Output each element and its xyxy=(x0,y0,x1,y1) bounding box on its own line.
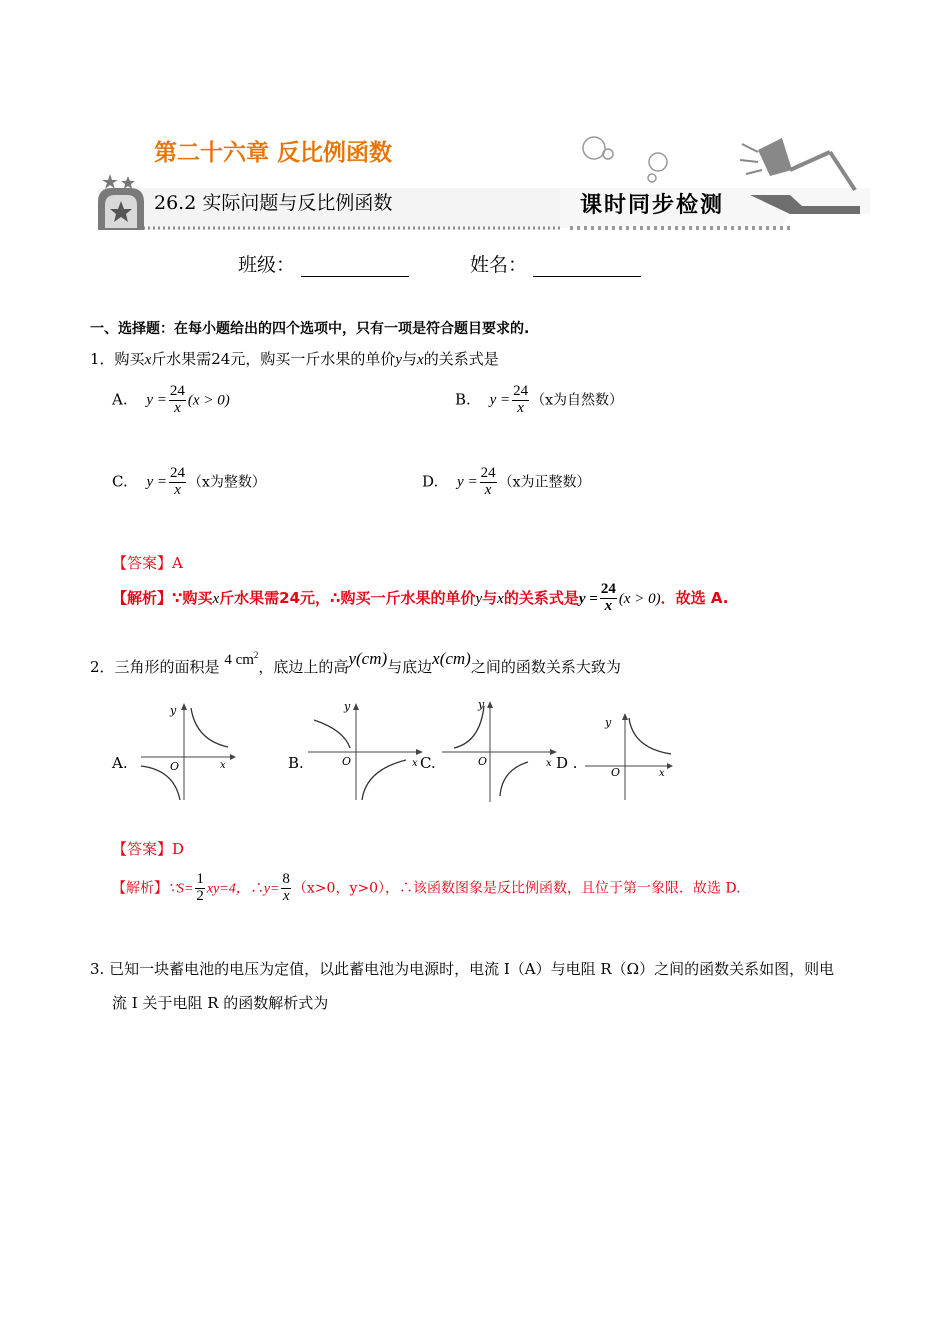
q2-analysis: 【解析】∵S= $\frac{1}{2}$ xy=4，∴y= $\frac{8}{x}$ （x>0，y>0），∴该函数图象是反比例函数，且位于第一象限．故选 D. xyxy=(112,871,741,904)
svg-text:O: O xyxy=(170,760,180,773)
svg-text:y: y xyxy=(605,716,612,729)
q1-analysis: 【解析】∵购买x斤水果需24元，∴购买一斤水果的单价y与x的关系式是y = $\frac{24}{x}$ (x > 0)．故选 A. xyxy=(112,581,729,614)
name-label: 姓名： xyxy=(470,254,528,276)
class-blank[interactable] xyxy=(301,256,409,277)
q2-option-d-label[interactable]: D . xyxy=(556,754,578,772)
q2-graph-d[interactable] xyxy=(585,710,677,802)
section-heading: 一、选择题：在每小题给出的四个选项中，只有一项是符合题目要求的. xyxy=(90,321,530,337)
q2-answer: 【答案】D xyxy=(112,840,185,858)
chapter-title: 第二十六章 反比例函数 xyxy=(154,140,393,166)
q2-option-a-label[interactable]: A. xyxy=(112,754,128,772)
name-field xyxy=(470,250,641,277)
svg-text:O: O xyxy=(478,755,488,768)
svg-text:y: y xyxy=(170,704,177,717)
q2-graph-a[interactable] xyxy=(136,700,236,805)
desk-lamp-icon xyxy=(740,138,855,190)
q1-answer: 【答案】A xyxy=(112,554,183,572)
svg-text:y: y xyxy=(344,700,351,713)
q2-option-b-label[interactable]: B. xyxy=(288,754,304,772)
star-house-icon xyxy=(98,174,144,230)
q2-stem: 2．三角形的面积是 4 $cm^2$，底边上的高y(cm)与底边x(cm)之间的函数关系大致为 xyxy=(90,649,621,676)
q1-option-b[interactable]: B. y = $\frac{24}{x}$ （x为自然数） xyxy=(455,383,624,416)
q2-option-c-label[interactable]: C. xyxy=(420,754,436,772)
section-title: 26.2 实际问题与反比例函数 xyxy=(154,192,393,214)
sync-badge: 课时同步检测 xyxy=(580,192,725,218)
svg-text:y: y xyxy=(478,698,485,711)
svg-text:O: O xyxy=(342,755,352,768)
svg-text:O: O xyxy=(611,766,621,779)
class-field xyxy=(238,250,409,277)
svg-text:x: x xyxy=(546,758,552,769)
svg-text:x: x xyxy=(659,768,665,779)
bubbles-icon xyxy=(583,137,667,182)
class-label: 班级： xyxy=(238,254,296,276)
q1-stem: 1．购买x斤水果需24元，购买一斤水果的单价y与x的关系式是 xyxy=(90,350,499,368)
q2-graph-c[interactable] xyxy=(440,694,558,804)
q3-stem-line1: 3. 已知一块蓄电池的电压为定值，以此蓄电池为电源时，电流 I（A）与电阻 R（Ω）之间的函数关系如图，则电 xyxy=(90,960,835,978)
q3-stem-line2: 流 I 关于电阻 R 的函数解析式为 xyxy=(112,994,329,1012)
q1-option-d[interactable]: D. y = $\frac{24}{x}$ （x为正整数） xyxy=(422,465,591,498)
header-banner xyxy=(90,110,870,240)
q1-option-a[interactable]: A. y = $\frac{24}{x}$ (x > 0) xyxy=(112,383,230,416)
svg-text:x: x xyxy=(220,760,226,771)
q2-graph-b[interactable] xyxy=(306,700,424,805)
q1-option-c[interactable]: C. y = $\frac{24}{x}$ （x为整数） xyxy=(112,465,266,498)
name-blank[interactable] xyxy=(533,256,641,277)
svg-text:x: x xyxy=(412,758,418,769)
